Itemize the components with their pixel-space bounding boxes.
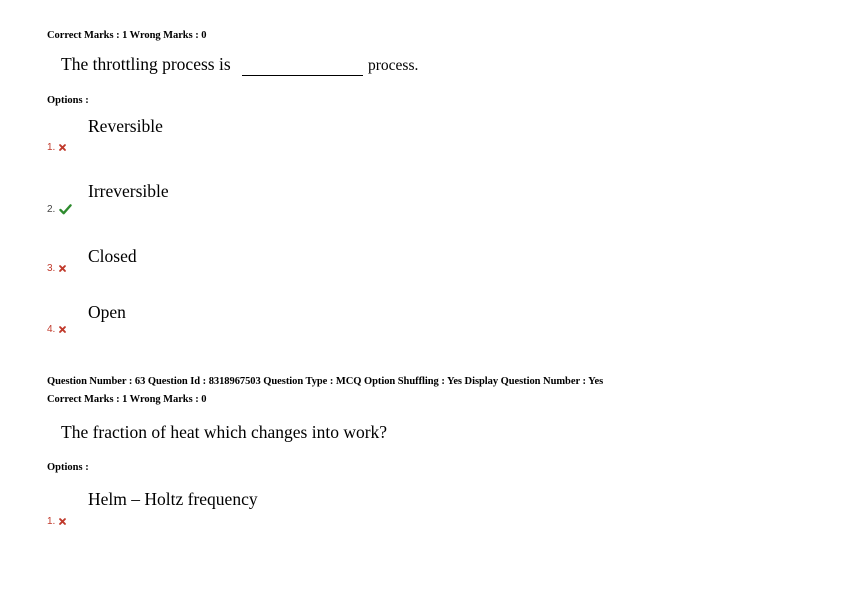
q1-option-2-number: 2. bbox=[47, 204, 56, 215]
q1-option-3-text: Closed bbox=[88, 246, 137, 266]
q1-option-2-marker bbox=[47, 204, 72, 215]
q1-question-text: The throttling process is bbox=[61, 54, 231, 74]
cross-icon bbox=[59, 144, 66, 151]
q1-options-label: Options : bbox=[47, 95, 89, 106]
q2-option-1-marker bbox=[47, 516, 66, 527]
check-icon bbox=[59, 204, 72, 215]
q2-header: Question Number : 63 Question Id : 8318967503 Question Type : MCQ Option Shuffling : Yes Display Question Number : Yes bbox=[47, 376, 604, 387]
q1-option-4-text: Open bbox=[88, 302, 126, 322]
q1-option-4-number: 4. bbox=[47, 324, 56, 335]
q1-option-3-number: 3. bbox=[47, 263, 56, 274]
q2-option-1-text: Helm – Holtz frequency bbox=[88, 489, 258, 509]
q2-option-1-number: 1. bbox=[47, 516, 56, 527]
q1-blank-line bbox=[242, 75, 363, 76]
q2-marks: Correct Marks : 1 Wrong Marks : 0 bbox=[47, 394, 207, 405]
cross-icon bbox=[59, 265, 66, 272]
q2-question-text: The fraction of heat which changes into work? bbox=[61, 422, 388, 442]
q1-option-2-text: Irreversible bbox=[88, 181, 169, 201]
q2-options-label: Options : bbox=[47, 462, 89, 473]
q1-marks: Correct Marks : 1 Wrong Marks : 0 bbox=[47, 30, 207, 41]
q1-option-4-marker bbox=[47, 324, 66, 335]
q1-option-1-text: Reversible bbox=[88, 116, 163, 136]
q1-question-tail: process. bbox=[368, 57, 419, 74]
q1-option-3-marker bbox=[47, 263, 66, 274]
q1-option-1-number: 1. bbox=[47, 142, 56, 153]
cross-icon bbox=[59, 518, 66, 525]
q1-option-1-marker bbox=[47, 142, 66, 153]
cross-icon bbox=[59, 326, 66, 333]
